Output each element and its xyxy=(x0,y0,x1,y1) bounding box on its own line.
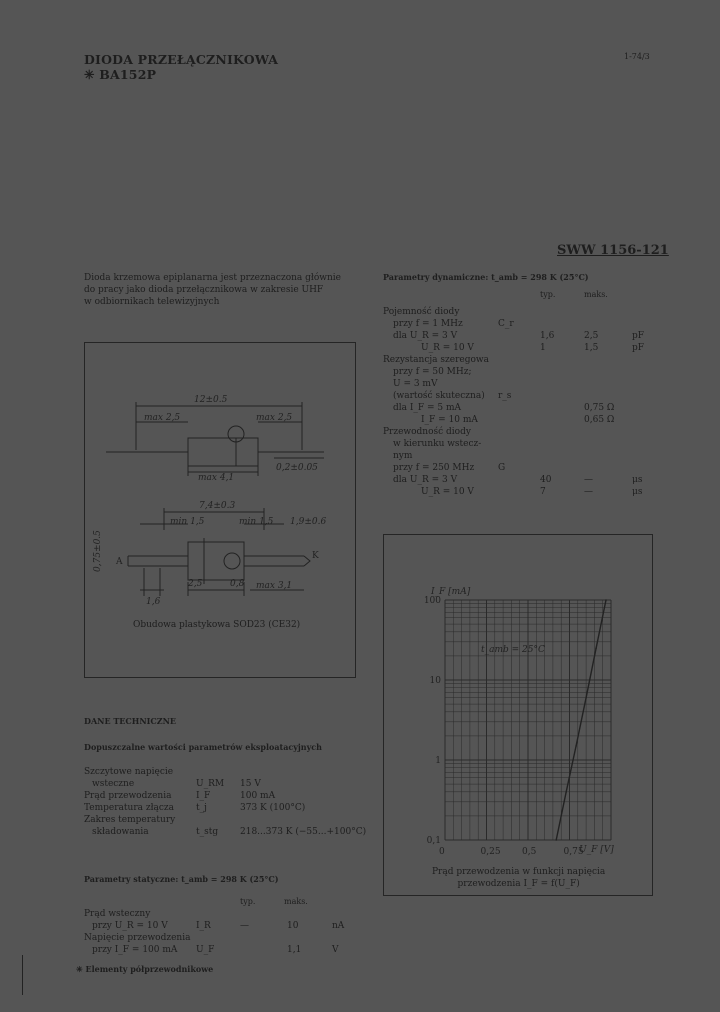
diode-side-body xyxy=(188,542,244,580)
dynamic-typ xyxy=(540,306,554,498)
if-uf-chart xyxy=(383,534,651,894)
static-unit-value: nA xyxy=(332,921,345,931)
static-typ xyxy=(240,908,249,956)
dyn-name: przy f = 250 MHz xyxy=(393,463,475,473)
static-symbol: U_F xyxy=(196,945,215,955)
model-line xyxy=(84,67,156,82)
limits-values xyxy=(240,766,366,838)
chart-caption-line: przewodzenia I_F = f(U_F) xyxy=(457,879,580,889)
dyn-symbol xyxy=(498,330,514,342)
dyn-max xyxy=(584,438,614,450)
dyn-unit: pF xyxy=(632,331,645,341)
dyn-max xyxy=(584,306,614,318)
limit-name: Prąd przewodzenia xyxy=(84,791,172,801)
catalog-code: SWW 1156-121 xyxy=(557,243,669,258)
limits-names xyxy=(84,766,175,838)
dyn-name: w kierunku wstecz- xyxy=(393,439,482,449)
limit-name: wsteczne xyxy=(92,779,135,789)
dyn-symbol xyxy=(498,474,514,486)
limit-name: Szczytowe napięcie xyxy=(84,767,174,777)
dyn-max: 0,75 Ω xyxy=(584,403,615,413)
model-number: BA152P xyxy=(99,67,157,82)
static-name: Napięcie przewodzenia xyxy=(84,933,191,943)
dim-height: 0,75±0.5 xyxy=(93,530,103,572)
dyn-typ xyxy=(540,366,554,378)
dyn-typ: 7 xyxy=(540,487,546,497)
dyn-typ xyxy=(540,354,554,366)
dyn-max xyxy=(584,462,614,474)
dyn-symbol: r_s xyxy=(498,391,512,401)
limit-name: Zakres temperatury xyxy=(84,815,176,825)
static-unit-value xyxy=(332,908,344,920)
intro-line: Dioda krzemowa epiplanarna jest przeznaczona głównie xyxy=(84,273,341,283)
dyn-typ xyxy=(540,450,554,462)
dyn-unit xyxy=(632,378,644,390)
dyn-name: Rezystancja szeregowa xyxy=(383,355,489,365)
limit-value: 100 mA xyxy=(240,791,276,801)
dyn-symbol xyxy=(498,486,514,498)
y-tick-label: 0,1 xyxy=(426,836,441,846)
dyn-max: — xyxy=(584,487,593,497)
cathode-label: K xyxy=(312,551,319,561)
dynamic-max xyxy=(584,306,614,498)
dyn-symbol xyxy=(498,366,514,378)
static-unit-value xyxy=(332,932,344,944)
chart-ylabel: I_F [mA] xyxy=(431,587,471,597)
static-symbol xyxy=(196,932,214,944)
dyn-name: nym xyxy=(393,451,413,461)
dyn-typ: 1 xyxy=(540,343,546,353)
intro-line: w odbiornikach telewizyjnych xyxy=(84,297,220,307)
static-unit xyxy=(332,908,344,956)
star-icon: ✳ xyxy=(84,67,95,82)
static-name: przy U_R = 10 V xyxy=(92,921,168,931)
intro-text xyxy=(84,272,341,308)
limit-symbol: t_stg xyxy=(196,827,219,837)
dyn-typ: 1,6 xyxy=(540,331,555,341)
dyn-max xyxy=(584,354,614,366)
dyn-name: Pojemność diody xyxy=(383,307,460,317)
dyn-unit xyxy=(632,414,644,426)
dyn-symbol: C_r xyxy=(498,319,514,329)
dyn-unit xyxy=(632,354,644,366)
dynamic-names xyxy=(383,306,489,498)
dyn-name: (wartość skuteczna) xyxy=(393,391,485,401)
static-typ-value: — xyxy=(240,921,249,931)
dyn-max xyxy=(584,390,614,402)
static-max-header: maks. xyxy=(284,897,308,906)
static-max-value: 1,1 xyxy=(287,945,302,955)
dyn-typ xyxy=(540,378,554,390)
diode-body xyxy=(188,438,258,466)
dynamic-symbols xyxy=(498,306,514,498)
dyn-unit: pF xyxy=(632,343,645,353)
x-tick-label: 0 xyxy=(439,847,445,857)
dyn-unit: μs xyxy=(632,475,643,485)
dyn-unit xyxy=(632,462,644,474)
dyn-symbol xyxy=(498,354,514,366)
dynamic-unit xyxy=(632,306,644,498)
y-tick-label: 100 xyxy=(423,596,441,606)
dyn-max xyxy=(584,318,614,330)
dyn-unit xyxy=(632,426,644,438)
dyn-typ xyxy=(540,402,554,414)
dyn-symbol: G xyxy=(498,463,506,473)
dim-base-a: 2,5 xyxy=(188,579,203,589)
limit-symbol: t_j xyxy=(196,803,207,813)
limit-value xyxy=(240,814,366,826)
limit-value xyxy=(240,766,366,778)
static-max-value xyxy=(287,932,301,944)
static-typ-value xyxy=(240,944,249,956)
dyn-unit xyxy=(632,438,644,450)
dyn-max xyxy=(584,378,614,390)
dyn-name: U_R = 10 V xyxy=(421,343,474,353)
sheet-number: 1-74/3 xyxy=(624,52,650,61)
dyn-typ: 40 xyxy=(540,475,552,485)
limit-symbol xyxy=(196,766,224,778)
dyn-symbol xyxy=(498,402,514,414)
dyn-typ xyxy=(540,438,554,450)
y-tick-label: 10 xyxy=(429,676,441,686)
chart-ticks xyxy=(424,596,607,857)
limit-symbol: I_F xyxy=(196,791,211,801)
dyn-symbol xyxy=(498,438,514,450)
static-symbols xyxy=(196,908,214,956)
dyn-name: I_F = 10 mA xyxy=(421,415,478,425)
dynamic-heading: Parametry dynamiczne: t_amb = 298 K (25°C) xyxy=(383,272,589,282)
dim-base-b: 0,8 xyxy=(230,579,245,589)
dyn-typ xyxy=(540,390,554,402)
dim-min-right: min 1,5 xyxy=(239,517,274,527)
dyn-symbol xyxy=(498,450,514,462)
chart-annotation: t_amb = 25°C xyxy=(481,645,545,655)
limit-value: 218...373 K (−55...+100°C) xyxy=(240,827,367,837)
anode-label: A xyxy=(116,557,123,567)
dyn-name: dla U_R = 3 V xyxy=(393,331,458,341)
limit-value: 373 K (100°C) xyxy=(240,803,306,813)
limit-name: Temperatura złącza xyxy=(84,803,175,813)
dyn-typ xyxy=(540,462,554,474)
dyn-typ xyxy=(540,426,554,438)
document-title: DIODA PRZEŁĄCZNIKOWA xyxy=(84,52,279,67)
dyn-name: dla U_R = 3 V xyxy=(393,475,458,485)
dyn-unit: μs xyxy=(632,487,643,497)
static-symbol xyxy=(196,908,214,920)
static-typ-header: typ. xyxy=(240,897,256,906)
static-typ-value xyxy=(240,908,249,920)
chart-series-line xyxy=(556,600,606,840)
limits-heading: Dopuszczalne wartości parametrów eksploatacyjnych xyxy=(84,742,322,752)
chart-xlabel: U_F [V] xyxy=(579,845,614,855)
limit-symbol: U_RM xyxy=(196,779,225,789)
dyn-symbol xyxy=(498,378,514,390)
dim-min-left: min 1,5 xyxy=(170,517,205,527)
dyn-max: — xyxy=(584,475,593,485)
dyn-symbol xyxy=(498,306,514,318)
page-edge-mark xyxy=(22,955,23,995)
dyn-unit xyxy=(632,306,644,318)
dim-max-right: max 2,5 xyxy=(256,413,293,423)
dyn-name: przy f = 1 MHz xyxy=(393,319,463,329)
x-tick-label: 0,75 xyxy=(563,847,584,857)
limit-value: 15 V xyxy=(240,779,261,789)
chart-grid xyxy=(445,600,611,840)
dyn-symbol xyxy=(498,426,514,438)
dyn-max: 1,5 xyxy=(584,343,599,353)
dim-lead-right: 1,9±0.6 xyxy=(290,517,327,527)
x-tick-label: 0,5 xyxy=(522,847,537,857)
dyn-unit xyxy=(632,390,644,402)
dim-pitch: 7,4±0.3 xyxy=(199,501,236,511)
dynamic-typ-header: typ. xyxy=(540,290,556,299)
static-symbol: I_R xyxy=(196,921,211,931)
dyn-name: U_R = 10 V xyxy=(421,487,474,497)
intro-line: do pracy jako dioda przełącznikowa w zakresie UHF xyxy=(84,285,324,295)
dyn-name: przy f = 50 MHz; xyxy=(393,367,472,377)
dyn-symbol xyxy=(498,342,514,354)
package-caption: Obudowa plastykowa SOD23 (CE32) xyxy=(133,620,301,630)
dyn-unit xyxy=(632,402,644,414)
y-tick-label: 1 xyxy=(435,756,441,766)
static-names xyxy=(84,908,190,956)
dyn-max xyxy=(584,366,614,378)
dynamic-max-header: maks. xyxy=(584,290,608,299)
static-max-value: 10 xyxy=(287,921,299,931)
limits-symbols xyxy=(196,766,224,838)
chart-caption-line: Prąd przewodzenia w funkcji napięcia xyxy=(432,867,606,877)
tech-heading: DANE TECHNICZNE xyxy=(84,716,176,726)
dyn-unit xyxy=(632,366,644,378)
dyn-typ xyxy=(540,306,554,318)
dyn-max xyxy=(584,426,614,438)
footnote: ✳ Elementy półprzewodnikowe xyxy=(76,964,214,974)
dim-lead-diameter: 0,2±0.05 xyxy=(276,463,318,473)
dyn-typ xyxy=(540,318,554,330)
static-heading: Parametry statyczne: t_amb = 298 K (25°C) xyxy=(84,874,279,884)
limit-name: składowania xyxy=(92,827,149,837)
x-tick-label: 0,25 xyxy=(480,847,501,857)
dim-total-length: 12±0.5 xyxy=(194,395,228,405)
static-name: przy I_F = 100 mA xyxy=(92,945,178,955)
dim-base-left: 1,6 xyxy=(146,597,161,607)
dyn-max xyxy=(584,450,614,462)
dyn-max: 0,65 Ω xyxy=(584,415,615,425)
static-typ-value xyxy=(240,932,249,944)
dyn-max: 2,5 xyxy=(584,331,599,341)
dyn-name: dla I_F = 5 mA xyxy=(393,403,462,413)
dim-base-c: max 3,1 xyxy=(256,581,293,591)
dyn-name: U = 3 mV xyxy=(393,379,438,389)
dyn-typ xyxy=(540,414,554,426)
chart-caption xyxy=(432,866,605,890)
dim-max-left: max 2,5 xyxy=(144,413,181,423)
dyn-symbol xyxy=(498,414,514,426)
dyn-unit xyxy=(632,318,644,330)
dyn-unit xyxy=(632,450,644,462)
dim-body-length: max 4,1 xyxy=(198,473,235,483)
static-max xyxy=(287,908,301,956)
static-name: Prąd wsteczny xyxy=(84,909,151,919)
static-unit-value: V xyxy=(332,945,339,955)
limit-symbol xyxy=(196,814,224,826)
dyn-name: Przewodność diody xyxy=(383,427,471,437)
static-max-value xyxy=(287,908,301,920)
